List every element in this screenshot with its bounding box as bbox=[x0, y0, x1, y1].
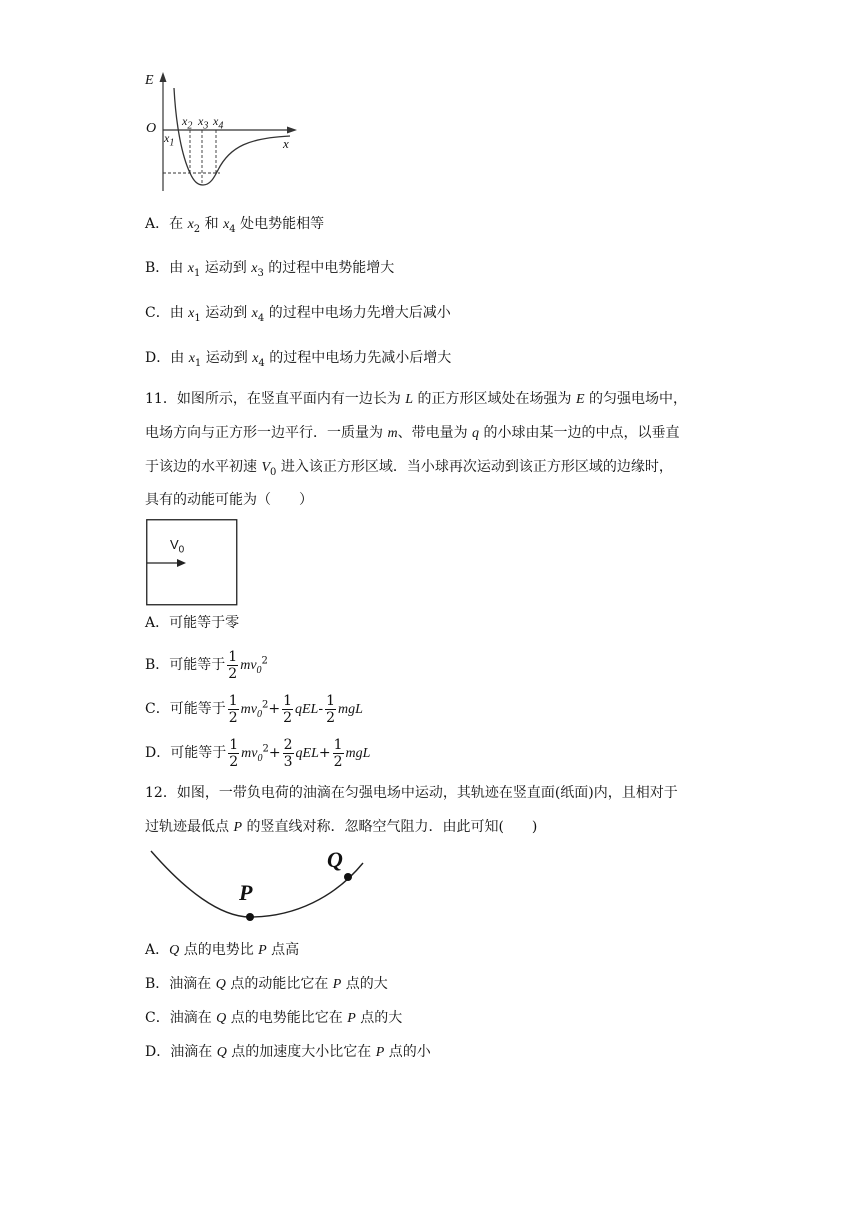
fraction-half: $\frac{1}{2}$ bbox=[333, 736, 343, 770]
point-p-label: P bbox=[239, 880, 253, 905]
q12-option-d[interactable]: D．油滴在 Q 点的加速度大小比它在 P 点的小 bbox=[145, 1044, 431, 1060]
x2-label: $x_2$ bbox=[182, 114, 193, 132]
q11-stem-line-1: 11．如图所示，在竖直平面内有一边长为 L 的正方形区域处在场强为 E 的匀强电场中， bbox=[145, 391, 687, 407]
fraction-half: $\frac{1}{2}$ bbox=[228, 648, 238, 682]
point-q bbox=[344, 873, 352, 881]
axis-x-label: x bbox=[283, 136, 289, 151]
square-field-diagram bbox=[146, 519, 239, 607]
point-p bbox=[246, 913, 254, 921]
q11-option-d[interactable]: D．可能等于 $\frac{1}{2}$ $mv_0^2+$ $\frac{2}{3}$ qEL+ $\frac{1}{2}$ mgL bbox=[145, 736, 371, 770]
fraction-two-thirds: $\frac{2}{3}$ bbox=[283, 736, 293, 770]
x4-label: $x_4$ bbox=[213, 114, 224, 132]
axis-e-label: E bbox=[145, 73, 154, 88]
fraction-half: $\frac{1}{2}$ bbox=[326, 692, 335, 726]
origin-label: O bbox=[146, 121, 157, 136]
x3-label: $x_3$ bbox=[198, 114, 209, 132]
q10-option-a[interactable]: A．在 $x_2$ 和 $x_4$ 处电势能相等 bbox=[145, 216, 325, 235]
q10-option-d[interactable]: D．由 $x_1$ 运动到 $x_4$ 的过程中电场力先减小后增大 bbox=[145, 350, 452, 369]
fraction-half: $\frac{1}{2}$ bbox=[229, 736, 239, 770]
q12-option-c[interactable]: C．油滴在 Q 点的电势能比它在 P 点的大 bbox=[145, 1010, 403, 1026]
q10-option-b[interactable]: B．由 $x_1$ 运动到 $x_3$ 的过程中电势能增大 bbox=[145, 260, 395, 279]
point-q-label: Q bbox=[327, 847, 343, 872]
fraction-half: $\frac{1}{2}$ bbox=[283, 692, 292, 726]
q12-option-b[interactable]: B．油滴在 Q 点的动能比它在 P 点的大 bbox=[145, 976, 388, 992]
q12-stem-line-1: 12．如图，一带负电荷的油滴在匀强电场中运动，其轨迹在竖直面(纸面)内，且相对于 bbox=[145, 785, 678, 801]
q10-option-c[interactable]: C．由 $x_1$ 运动到 $x_4$ 的过程中电场力先增大后减小 bbox=[145, 305, 451, 324]
v0-figure-label: $V_0$ bbox=[170, 537, 185, 556]
fraction-half: $\frac{1}{2}$ bbox=[228, 692, 238, 726]
q11-option-b[interactable]: B．可能等于 $\frac{1}{2}$ $mv_0^2$ bbox=[145, 648, 268, 682]
q12-option-a[interactable]: A．Q 点的电势比 P 点高 bbox=[145, 942, 300, 958]
x1-label: $x_1$ bbox=[164, 131, 175, 149]
q11-stem-line-4: 具有的动能可能为（ ） bbox=[145, 492, 313, 508]
q11-option-a[interactable]: A．可能等于零 bbox=[145, 615, 240, 631]
q11-option-c[interactable]: C．可能等于 $\frac{1}{2}$ $mv_0^2+$ $\frac{1}{2}$ qEL- $\frac{1}{2}$ mgL bbox=[145, 692, 363, 726]
q11-stem-line-3: 于该边的水平初速 $V_0$ 进入该正方形区域．当小球再次运动到该正方形区域的边缘时， bbox=[145, 459, 673, 478]
q11-stem-line-2: 电场方向与正方形一边平行．一质量为 m、带电量为 q 的小球由某一边的中点，以垂直 bbox=[145, 425, 680, 441]
q12-stem-line-2: 过轨迹最低点 P 的竖直线对称．忽略空气阻力．由此可知( ) bbox=[145, 819, 538, 835]
